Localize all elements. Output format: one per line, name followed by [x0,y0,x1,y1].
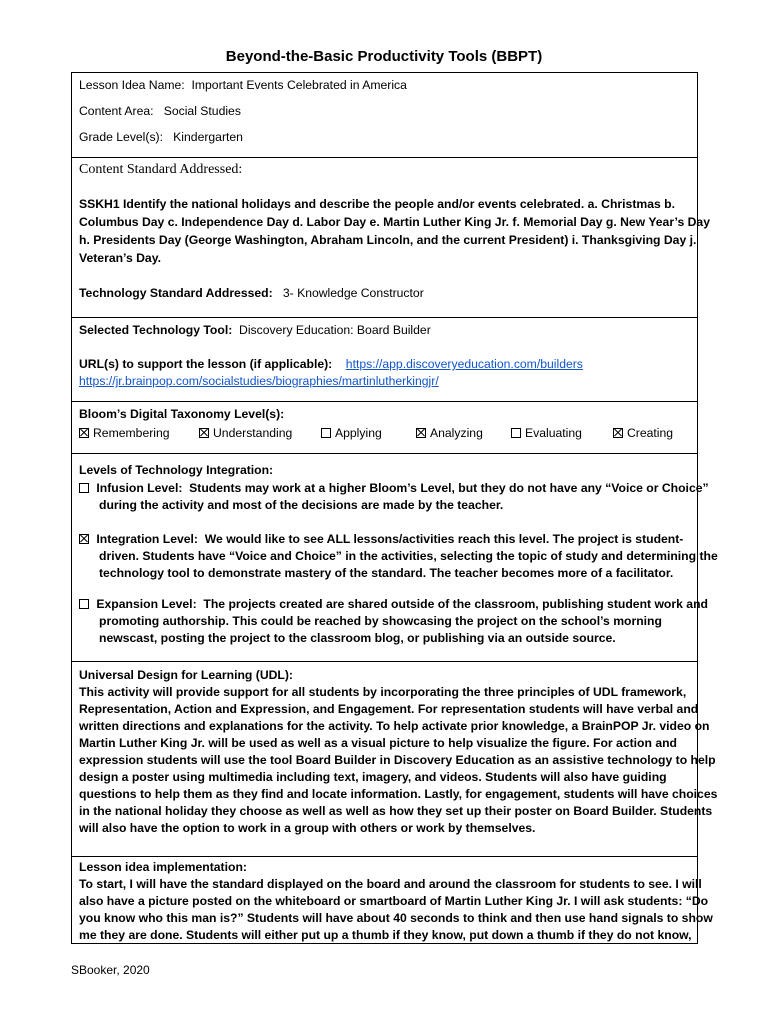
bbpt-table [71,72,718,944]
udl-line: expression students will use the tool Board Builder in Discovery Education as an assistive technology to help [79,753,716,767]
blooms-item-understanding[interactable]: Understanding [199,426,292,440]
expansion-level-row: Expansion Level: The projects created are shared outside of the classroom, publishing student work and [79,596,708,613]
expansion-level-text: newscast, posting the project to the classroom blog, or publishing via an outside source. [99,631,616,645]
implementation-section [72,856,713,944]
content-standard-heading: Content Standard Addressed: [79,162,243,177]
lesson-name-label: Lesson Idea Name: [79,78,185,92]
unchecked-box-icon[interactable] [79,599,89,609]
footer-author: SBooker, 2020 [71,963,150,977]
standard-line: h. Presidents Day (George Washington, Abraham Lincoln, and the current President) i. Thanksgiving Day j. [79,233,697,247]
checked-box-icon [613,428,623,438]
expansion-level-text: promoting authorship. This could be reached by showcasing the project on the school’s morning [99,614,662,628]
brainpop-link[interactable]: https://jr.brainpop.com/socialstudies/biographies/martinlutherkingjr/ [79,374,439,388]
content-area-label: Content Area: [79,104,154,118]
blooms-item-applying[interactable]: Applying [321,426,382,440]
standard-line: Veteran’s Day. [79,251,161,265]
tool-value: Discovery Education: Board Builder [239,323,431,337]
standard-line: Columbus Day c. Independence Day d. Labor Day e. Martin Luther King Jr. f. Memorial Day g. New Year’s Day [79,215,710,229]
checked-box-icon[interactable] [79,534,89,544]
content-area-value: Social Studies [163,104,241,118]
blooms-heading: Bloom’s Digital Taxonomy Level(s): [79,407,285,421]
blooms-item-remembering[interactable]: Remembering [79,426,170,440]
udl-line: in the national holiday they choose as well as well as how they set up their poster on Board Builder. Students [79,804,713,818]
standard-line: SSKH1 Identify the national holidays and describe the people and/or events celebrated. a. Christmas b. [79,197,675,211]
url-label: URL(s) to support the lesson (if applicable): [79,357,333,371]
lesson-info-section [72,73,697,157]
integration-level-row: Integration Level: We would like to see ALL lessons/activities reach this level. The project is student- [79,531,683,548]
discovery-education-link[interactable]: https://app.discoveryeducation.com/builders [345,357,583,371]
udl-line: Martin Luther King Jr. will be used as well as a visual picture to help visualize the figure. For action and [79,736,677,750]
checked-box-icon [416,428,426,438]
document-title: Beyond-the-Basic Productivity Tools (BBPT) [225,48,543,65]
udl-section [72,661,718,856]
lesson-name-value: Important Events Celebrated in America [191,78,407,92]
blooms-item-evaluating[interactable]: Evaluating [511,426,582,440]
grade-level-value: Kindergarten [173,130,243,144]
tech-standard-label: Technology Standard Addressed: [79,286,273,300]
unchecked-box-icon[interactable] [79,483,89,493]
udl-line: This activity will provide support for all students by incorporating the three principles of UDL framework, [79,685,687,699]
udl-line: design a poster using multimedia including text, imagery, and videos. Students will also have guiding [79,770,667,784]
implementation-line: also have a picture posted on the whiteboard or smartboard of Martin Luther King Jr. I will ask students: “Do [79,894,709,908]
udl-line: questions to help them as they find and locate information. Lastly, for engagement, students will have choices [79,787,718,801]
implementation-line: me they are done. Students will either put up a thumb if they know, put down a thumb if they do not know, [79,928,692,942]
levels-integration-section [72,453,718,661]
tech-standard-value: 3- Knowledge Constructor [282,286,424,300]
grade-level-label: Grade Level(s): [79,130,163,144]
implementation-line: you know who this man is?” Students will have about 40 seconds to think and then use hand signals to show [79,911,713,925]
infusion-level-text: during the activity and most of the decisions are made by the teacher. [99,498,504,512]
blooms-item-analyzing[interactable]: Analyzing [416,426,483,440]
implementation-line: To start, I will have the standard displayed on the board and around the classroom for students to see. I will [79,877,702,891]
checked-box-icon [199,428,209,438]
udl-heading: Universal Design for Learning (UDL): [79,668,293,682]
integration-level-text: driven. Students have “Voice and Choice” in the activities, selecting the topic of study and determining the [99,549,718,563]
udl-line: written directions and explanations for the activity. To help activate prior knowledge, a BrainPOP Jr. video on [79,719,710,733]
infusion-level-row: Infusion Level: Students may work at a higher Bloom’s Level, but they do not have any “Voice or Choice” [79,480,709,497]
unchecked-box-icon [511,428,521,438]
integration-level-text: technology tool to demonstrate mastery of the standard. The teacher becomes more of a facilitator. [99,566,674,580]
unchecked-box-icon [321,428,331,438]
udl-line: will also have the option to work in a group with others or work by themselves. [79,821,536,835]
tool-label: Selected Technology Tool: [79,323,233,337]
checked-box-icon [79,428,89,438]
blooms-taxonomy-section [72,401,697,453]
implementation-heading: Lesson idea implementation: [79,860,247,874]
levels-heading: Levels of Technology Integration: [79,463,274,477]
udl-line: Representation, Action and Expression, and Engagement. For representation students will have verbal and [79,702,699,716]
technology-tool-section [72,317,697,401]
blooms-item-creating[interactable]: Creating [613,426,673,440]
